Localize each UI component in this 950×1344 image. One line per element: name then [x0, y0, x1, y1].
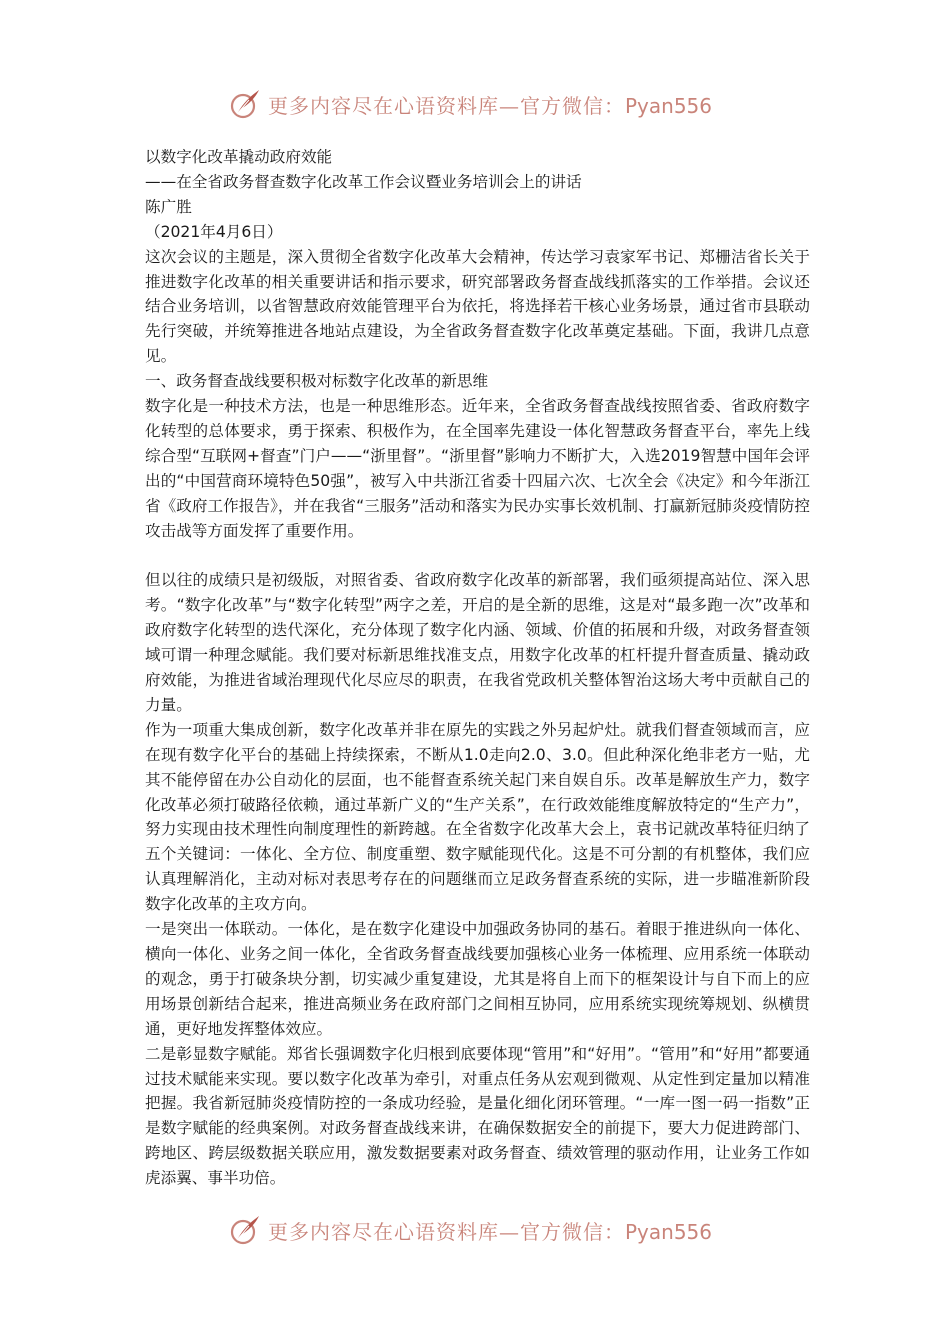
- wechat-id: Pyan556: [625, 1219, 713, 1244]
- paragraph: 数字化是一种技术方法，也是一种思维形态。近年来，全省政务督查战线按照省委、省政府数字化转型的总体要求，勇于探索、积极作为，在全国率先建设一体化智慧政务督查平台，率先上线综合型“互联网+督查”门户——“浙里督”。“浙里督”影响力不断扩大，入选2019智慧中国年会评出的“中国营商环境特色50强”，被写入中共浙江省委十四届六次、七次全会《决定》和今年浙江省《政府工作报告》，并在我省“三服务”活动和落实为民办实事长效机制、打赢新冠肺炎疫情防控攻击战等方面发挥了重要作用。: [145, 397, 810, 540]
- footer-watermark-banner: [228, 1212, 748, 1248]
- document-date: （2021年4月6日）: [145, 222, 283, 241]
- section-heading: 一、政务督查战线要积极对标数字化改革的新思维: [145, 372, 489, 391]
- paragraph: 但以往的成绩只是初级版，对照省委、省政府数字化改革的新部署，我们亟须提高站位、深入思考。“数字化改革”与“数字化转型”两字之差，开启的是全新的思维，这是对“最多跑一次”改革和政府数字化转型的迭代深化，充分体现了数字化内涵、领域、价值的拓展和升级，对政务督查领域可谓一种理念赋能。我们要对标新思维找准支点，用数字化改革的杠杆提升督查质量、撬动政府效能，为推进省域治理现代化尽应尽的职责，在我省党政机关整体智治这场大考中贡献自己的力量。: [145, 571, 810, 714]
- quill-logo-icon: [228, 1213, 262, 1247]
- paragraph: 作为一项重大集成创新，数字化改革并非在原先的实践之外另起炉灶。就我们督查领域而言，应在现有数字化平台的基础上持续探索，不断从1.0走向2.0、3.0。但此种深化绝非老方一贴，尤其不能停留在办公自动化的层面，也不能督查系统关起门来自娱自乐。改革是解放生产力，数字化改革必须打破路径依赖，通过革新广义的“生产关系”，在行政效能维度解放特定的“生产力”，努力实现由技术理性向制度理性的新跨越。在全省数字化改革大会上，袁书记就改革特征归纳了五个关键词：一体化、全方位、制度重塑、数字赋能现代化。这是不可分割的有机整体，我们应认真理解消化，主动对标对表思考存在的问题继而立足政务督查系统的实际，进一步瞄准新阶段数字化改革的主攻方向。: [145, 720, 810, 914]
- document-body: [145, 145, 810, 1191]
- watermark-text: 更多内容尽在心语资料库—官方微信：Pyan556: [268, 93, 713, 118]
- paragraph: 一是突出一体联动。一体化，是在数字化建设中加强政务协同的基石。着眼于推进纵向一体化、横向一体化、业务之间一体化，全省政务督查战线要加强核心业务一体梳理、应用系统一体联动的观念，勇于打破条块分割，切实减少重复建设，尤其是将自上而下的框架设计与自下而上的应用场景创新结合起来，推进高频业务在政府部门之间相互协同，应用系统实现统筹规划、纵横贯通，更好地发挥整体效应。: [145, 920, 810, 1038]
- document-author: 陈广胜: [145, 197, 192, 216]
- paragraph: 二是彰显数字赋能。郑省长强调数字化归根到底要体现“管用”和“好用”。“管用”和“好用”都要通过技术赋能来实现。要以数字化改革为牵引，对重点任务从宏观到微观、从定性到定量加以精准把握。我省新冠肺炎疫情防控的一条成功经验，是量化细化闭环管理。“一库一图一码一指数”正是数字赋能的经典案例。对政务督查战线来讲，在确保数据安全的前提下，要大力促进跨部门、跨地区、跨层级数据关联应用，激发数据要素对政务督查、绩效管理的驱动作用，让业务工作如虎添翼、事半功倍。: [145, 1044, 810, 1188]
- document-subtitle: ——在全省政务督查数字化改革工作会议暨业务培训会上的讲话: [145, 172, 582, 191]
- quill-logo-icon: [228, 87, 262, 121]
- paragraph: 这次会议的主题是，深入贯彻全省数字化改革大会精神，传达学习袁家军书记、郑栅洁省长关于推进数字化改革的相关重要讲话和指示要求，研究部署政务督查战线抓落实的工作举措。会议还结合业务培训，以省智慧政府效能管理平台为依托，将选择若干核心业务场景，通过省市县联动先行突破，并统筹推进各地站点建设，为全省政务督查数字化改革奠定基础。下面，我讲几点意见。: [145, 247, 810, 366]
- watermark-text: 更多内容尽在心语资料库—官方微信：Pyan556: [268, 1219, 713, 1244]
- document-title: 以数字化改革撬动政府效能: [145, 148, 333, 166]
- wechat-id: Pyan556: [625, 93, 713, 118]
- header-watermark-banner: [228, 86, 748, 122]
